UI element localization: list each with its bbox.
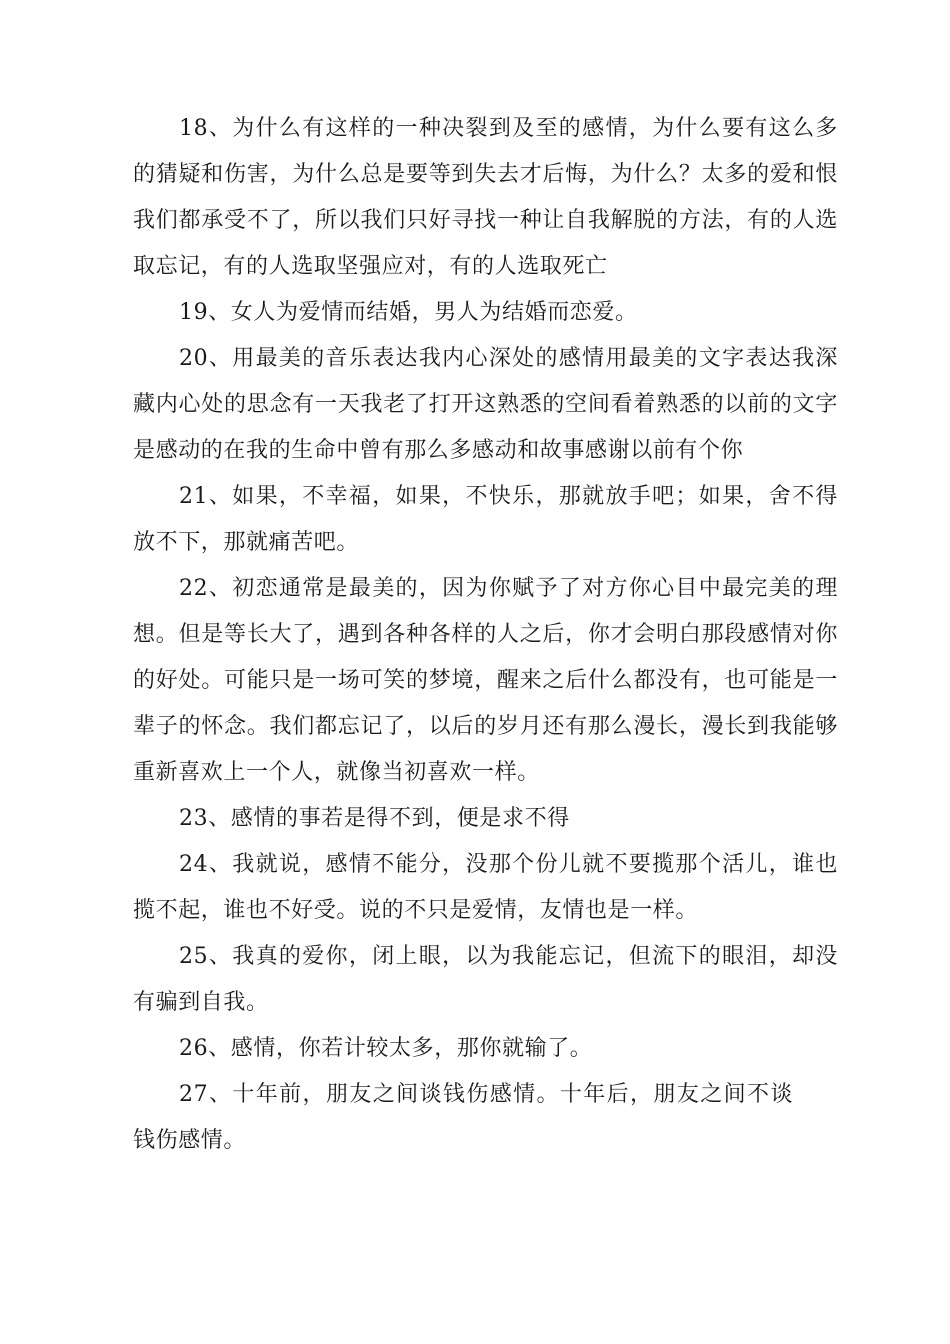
paragraph-26: 26、感情，你若计较太多，那你就输了。: [179, 1036, 593, 1061]
paragraph-21: 21、如果，不幸福，如果，不快乐，那就放手吧；如果，舍不得放不下，那就痛苦吧。: [133, 484, 838, 555]
paragraph-19: 19、女人为爱情而结婚，男人为结婚而恋爱。: [179, 300, 638, 325]
paragraph-22: 22、初恋通常是最美的，因为你赋予了对方你心目中最完美的理想。但是等长大了，遇到各种各样的人之后，你才会明白那段感情对你的好处。可能只是一场可笑的梦境，醒来之后什么都没有，也可能是一辈子的怀念。我们都忘记了，以后的岁月还有那么漫长，漫长到我能够重新喜欢上一个人，就像当初喜欢一样。: [133, 576, 838, 785]
paragraph-24: 24、我就说，感情不能分，没那个份儿就不要揽那个活儿，谁也揽不起，谁也不好受。说的不只是爱情，友情也是一样。: [133, 852, 838, 923]
paragraph-20: 20、用最美的音乐表达我内心深处的感情用最美的文字表达我深藏内心处的思念有一天我老了打开这熟悉的空间看着熟悉的以前的文字是感动的在我的生命中曾有那么多感动和故事感谢以前有个你: [133, 346, 838, 463]
paragraph-18: 18、为什么有这样的一种决裂到及至的感情，为什么要有这么多的猜疑和伤害，为什么总是要等到失去才后悔，为什么？太多的爱和恨我们都承受不了，所以我们只好寻找一种让自我解脱的方法，有的人选取忘记，有的人选取坚强应对，有的人选取死亡: [133, 116, 838, 279]
paragraph-23: 23、感情的事若是得不到，便是求不得: [179, 806, 570, 831]
document-body: [133, 106, 838, 1164]
paragraph-25: 25、我真的爱你，闭上眼，以为我能忘记，但流下的眼泪，却没有骗到自我。: [133, 944, 838, 1015]
paragraph-27: 27、十年前，朋友之间谈钱伤感情。十年后，朋友之间不谈钱伤感情。: [133, 1082, 793, 1153]
